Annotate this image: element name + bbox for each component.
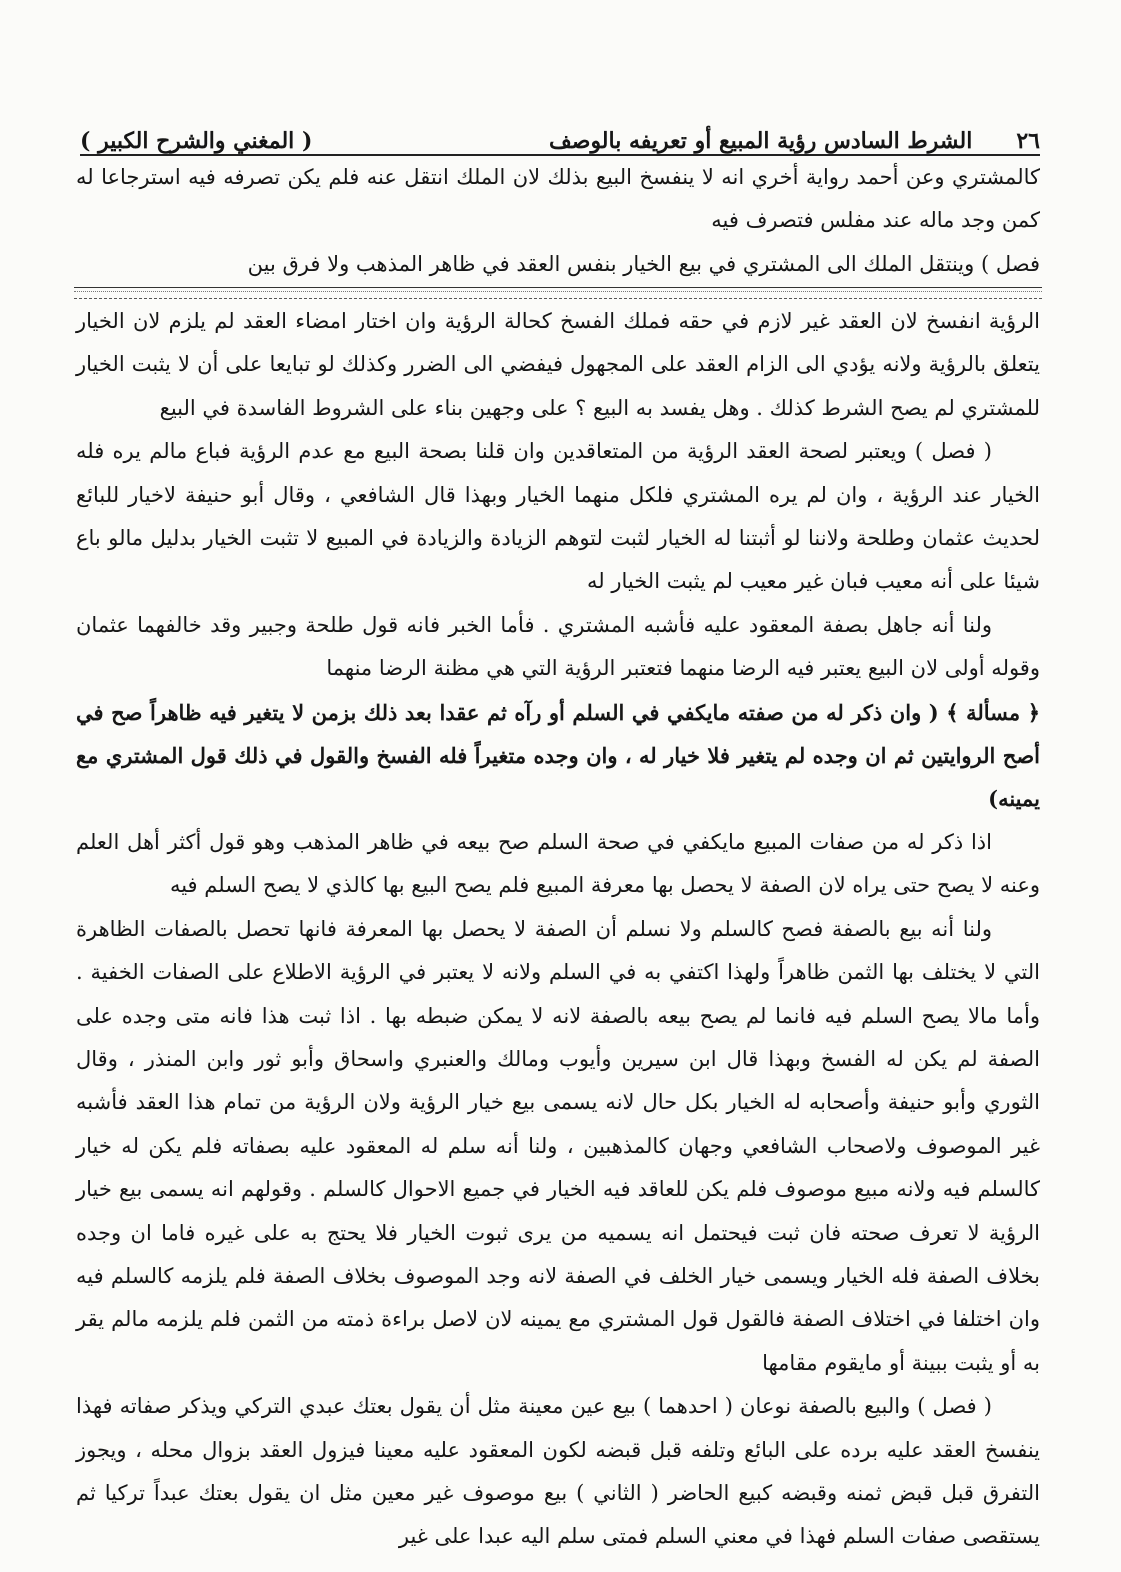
paragraph: ( فصل ) ويعتبر لصحة العقد الرؤية من المتعاقدين وان قلنا بصحة البيع مع عدم الرؤية فباع مالم يره فله الخيار عند الرؤية ، وان لم يره المشتري فلكل منهما الخيار وبهذا قال الشافعي ، وقال أبو حنيفة لاخيار للبائع لحديث عثمان وطلحة ولاننا لو أثبتنا له الخيار لثبت لتوهم الزيادة والزيادة في المبيع لا تثبت الخيار بدليل مالو باع شيئا على أنه معيب فبان غير معيب لم يثبت الخيار له — [76, 439, 1040, 594]
page-header — [80, 112, 1040, 152]
running-title: الشرط السادس رؤية المبيع أو تعريفه بالوصف — [548, 128, 973, 154]
paragraph: كالمشتري وعن أحمد رواية أخري انه لا ينفسخ البيع بذلك لان الملك انتقل عنه فلم يكن تصرفه فيه استرجاعا له كمن وجد ماله عند مفلس فتصرف فيه — [76, 165, 1040, 233]
top-section — [76, 156, 1040, 286]
paragraph: الرؤية انفسخ لان العقد غير لازم في حقه فملك الفسخ كحالة الرؤية وان اختار امضاء العقد لم يلزم لان الخيار يتعلق بالرؤية ولانه يؤدي الى الزام العقد على المجهول فيفضي الى الضرر وكذلك لو تبايعا على أن لا يثبت الخيار للمشتري لم يصح الشرط كذلك . وهل يفسد به البيع ؟ على وجهين بناء على الشروط الفاسدة في البيع — [76, 309, 1040, 420]
paragraph: اذا ذكر له من صفات المبيع مايكفي في صحة السلم صح بيعه في ظاهر المذهب وهو قول أكثر أهل العلم وعنه لا يصح حتى يراه لان الصفة لا يحصل بها معرفة المبيع فلم يصح البيع بها كالذي لا يصح السلم فيه — [76, 829, 1040, 898]
section-separator — [74, 287, 1042, 299]
paragraph: فصل ) وينتقل الملك الى المشتري في بيع الخيار بنفس العقد في ظاهر المذهب ولا فرق بين — [247, 251, 1040, 276]
paragraph: ولنا أنه بيع بالصفة فصح كالسلم ولا نسلم أن الصفة لا يحصل بها المعرفة فانها تحصل بالصفات الظاهرة التي لا يختلف بها الثمن ظاهراً ولهذا اكتفي به في السلم ولانه لا يعتبر في الرؤية الاطلاع على الصفات الخفية . وأما مالا يصح السلم فيه فانما لم يصح بيعه بالصفة لانه لا يمكن ضبطه بها . اذا ثبت هذا فانه متى وجده على الصفة لم يكن له الفسخ وبهذا قال ابن سيرين وأيوب ومالك والعنبري واسحاق وأبو ثور وابن المنذر ، وقال الثوري وأبو حنيفة وأصحابه له الخيار بكل حال لانه يسمى بيع خيار الرؤية ولان الرؤية من تمام هذا العقد فأشبه غير الموصوف ولاصحاب الشافعي وجهان كالمذهبين ، ولنا أنه سلم له المعقود عليه بصفاته فلم يكن له خيار كالسلم فيه ولانه مبيع موصوف فلم يكن للعاقد فيه الخيار في جميع الاحوال كالسلم . وقولهم انه يسمى بيع خيار الرؤية لا تعرف صحته فان ثبت فيحتمل انه يسميه من يرى ثبوت الخيار فلا يحتج به على غيره فاما ان وجده بخلاف الصفة فله الخيار ويسمى خيار الخلف في الصفة لانه وجد الموصوف بخلاف الصفة فلم يلزمه كالسلم فيه وان اختلفا في اختلاف الصفة فالقول قول المشتري مع يمينه لان لاصل براءة ذمته من الثمن فلم يلزمه مالم يقر به أو يثبت ببينة أو مايقوم مقامها — [76, 916, 1041, 1375]
paragraph: ( فصل ) والبيع بالصفة نوعان ( احدهما ) بيع عين معينة مثل أن يقول بعتك عبدي التركي ويذكر صفاته فهذا ينفسخ العقد عليه برده على البائع وتلفه قبل قبضه لكون المعقود عليه معينا فيزول العقد بزوال محله ، ويجوز التفرق قبل قبض ثمنه وقبضه كبيع الحاضر ( الثاني ) بيع موصوف غير معين مثل ان يقول بعتك عبداً تركيا ثم يستقصى صفات السلم فهذا في معني السلم فمتى سلم اليه عبدا على غير — [76, 1394, 1040, 1549]
book-title: ( المغني والشرح الكبير ) — [80, 128, 313, 154]
main-section — [76, 300, 1040, 1559]
issue-paragraph: ﴿ مسألة ﴾ ( وان ذكر له من صفته مايكفي في السلم أو رآه ثم عقدا بعد ذلك بزمن لا يتغير فيه ظاهراً صح في أصح الروايتين ثم ان وجده لم يتغير فلا خيار له ، وان وجده متغيراً فله الفسخ والقول في ذلك قول المشتري مع يمينه) — [76, 699, 1040, 812]
page-number: ٢٦ — [1016, 128, 1040, 154]
paragraph: ولنا أنه جاهل بصفة المعقود عليه فأشبه المشتري . فأما الخبر فانه قول طلحة وجبير وقد خالفهما عثمان وقوله أولى لان البيع يعتبر فيه الرضا منهما فتعتبر الرؤية التي هي مظنة الرضا منهما — [76, 612, 1040, 681]
